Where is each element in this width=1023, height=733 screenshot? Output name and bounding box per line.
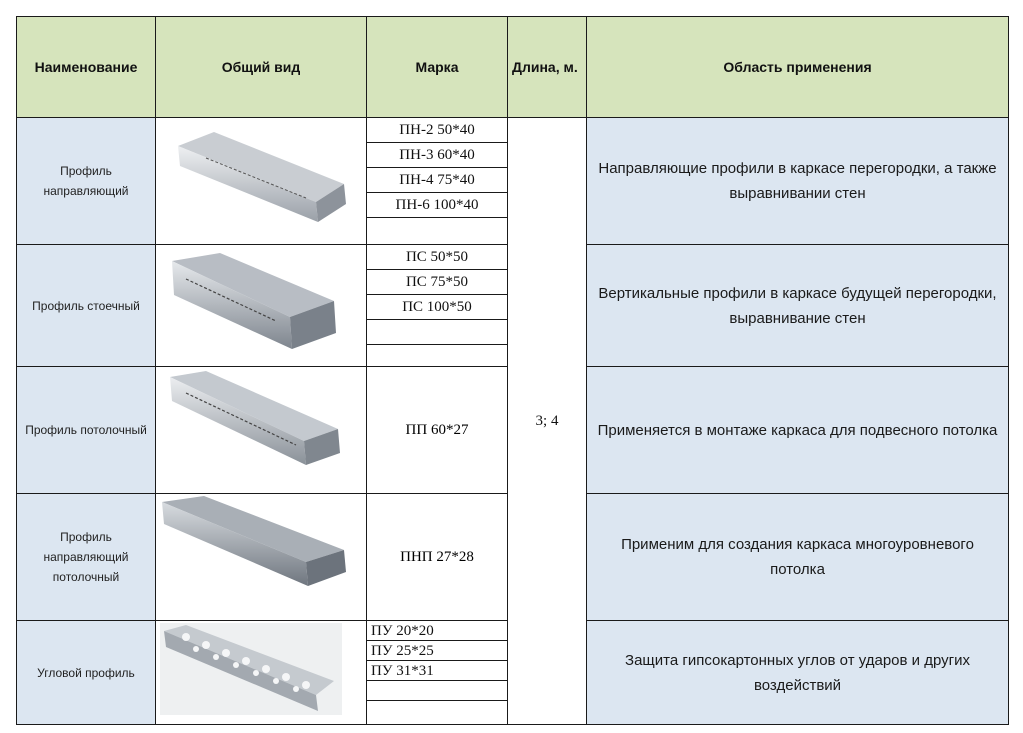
mark-cell: ПС 100*50 bbox=[367, 295, 507, 320]
header-length: Длина, м. bbox=[508, 17, 587, 118]
row-area: Защита гипсокартонных углов от ударов и других воздействий bbox=[587, 621, 1009, 725]
row-name: Профиль направляющий bbox=[17, 118, 156, 245]
mark-cell bbox=[367, 681, 507, 701]
ceiling-guide-profile-picture bbox=[156, 494, 367, 620]
row-marks bbox=[367, 621, 508, 725]
row-area: Направляющие профили в каркасе перегородки, а также выравнивании стен bbox=[587, 118, 1009, 245]
header-view: Общий вид bbox=[156, 17, 367, 118]
header-row bbox=[17, 17, 1009, 118]
length-cell: 3; 4 bbox=[508, 118, 587, 725]
profile-image-ceiling bbox=[156, 367, 367, 494]
corner-profile-picture bbox=[156, 621, 367, 724]
mark-cell: ПС 50*50 bbox=[367, 245, 507, 270]
table-row bbox=[17, 118, 1009, 245]
ceiling-profile-picture bbox=[156, 367, 367, 493]
profiles-table bbox=[16, 16, 1009, 725]
mark-cell bbox=[367, 320, 507, 345]
row-area: Применим для создания каркаса многоуровневого потолка bbox=[587, 494, 1009, 621]
mark-cell: ПН-6 100*40 bbox=[367, 193, 507, 218]
profile-image-corner bbox=[156, 621, 367, 725]
mark-cell: ПУ 20*20 bbox=[367, 621, 507, 641]
profiles-table-container bbox=[16, 16, 1008, 719]
mark-cell: ПУ 31*31 bbox=[367, 661, 507, 681]
header-mark: Марка bbox=[367, 17, 508, 118]
row-marks bbox=[367, 118, 508, 245]
mark-cell: ПУ 25*25 bbox=[367, 641, 507, 661]
mark-cell: ПН-3 60*40 bbox=[367, 143, 507, 168]
row-area: Вертикальные профили в каркасе будущей перегородки, выравнивание стен bbox=[587, 245, 1009, 367]
mark-cell: ПНП 27*28 bbox=[367, 494, 508, 621]
stud-profile-picture bbox=[156, 245, 367, 366]
row-name: Профиль потолочный bbox=[17, 367, 156, 494]
mark-cell: ПП 60*27 bbox=[367, 367, 508, 494]
row-marks bbox=[367, 245, 508, 367]
row-name: Угловой профиль bbox=[17, 621, 156, 725]
profile-image-guide bbox=[156, 118, 367, 245]
mark-cell: ПН-4 75*40 bbox=[367, 168, 507, 193]
profile-image-ceiling-guide bbox=[156, 494, 367, 621]
header-area: Область применения bbox=[587, 17, 1009, 118]
row-name: Профиль стоечный bbox=[17, 245, 156, 367]
header-name: Наименование bbox=[17, 17, 156, 118]
row-area: Применяется в монтаже каркаса для подвесного потолка bbox=[587, 367, 1009, 494]
mark-cell: ПС 75*50 bbox=[367, 270, 507, 295]
guide-profile-picture bbox=[156, 118, 367, 244]
mark-cell: ПН-2 50*40 bbox=[367, 118, 507, 143]
profile-image-stud bbox=[156, 245, 367, 367]
row-name: Профиль направляющий потолочный bbox=[17, 494, 156, 621]
